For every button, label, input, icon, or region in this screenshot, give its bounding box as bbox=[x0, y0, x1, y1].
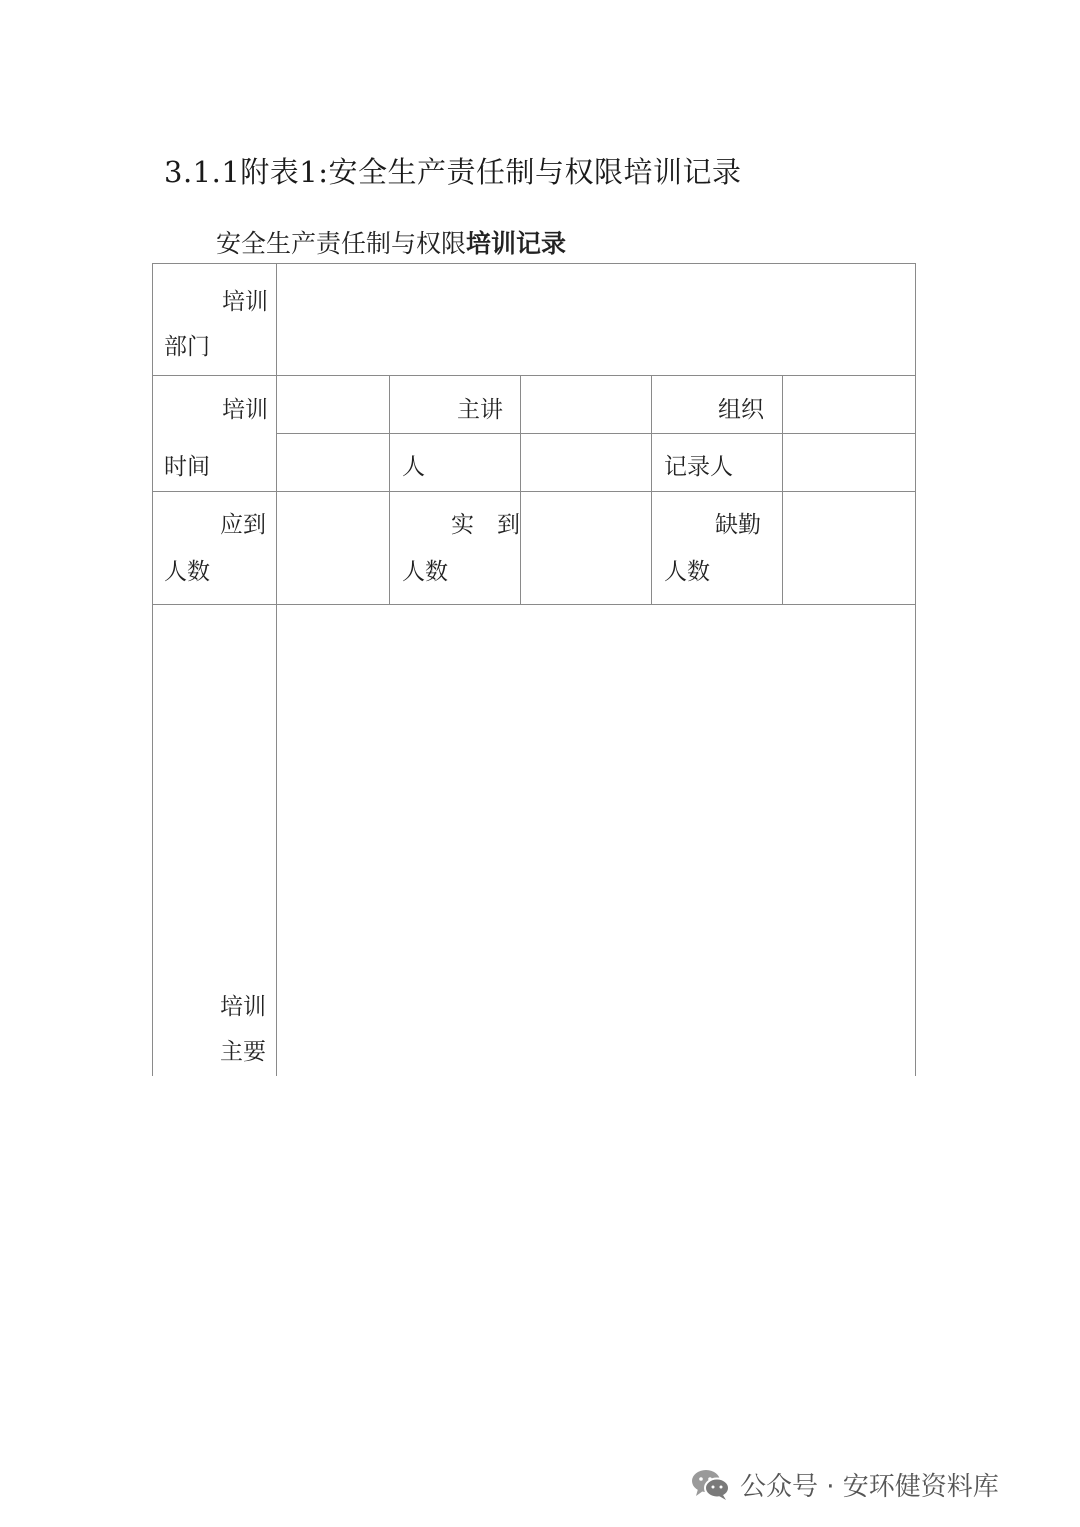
table-col-divider bbox=[782, 375, 783, 604]
label-actual-bottom: 人数 bbox=[402, 559, 448, 585]
label-training-time-bottom: 时间 bbox=[164, 454, 210, 480]
page-heading: 3.1.1附表1:安全生产责任制与权限培训记录 bbox=[164, 155, 742, 189]
label-recorder-bottom: 记录人 bbox=[664, 454, 733, 480]
watermark bbox=[690, 1462, 999, 1506]
table-border-right bbox=[915, 263, 916, 1076]
form-title bbox=[216, 224, 566, 260]
watermark-text: 公众号 · 安环健资料库 bbox=[740, 1471, 999, 1502]
wechat-icon bbox=[690, 1467, 732, 1501]
label-training-content-top: 培训 bbox=[220, 994, 266, 1020]
table-row-divider bbox=[276, 433, 916, 434]
label-recorder-top: 组织 bbox=[718, 397, 764, 423]
label-training-dept-top: 培训 bbox=[222, 289, 268, 315]
label-training-time-top: 培训 bbox=[222, 397, 268, 423]
training-record-table bbox=[152, 263, 916, 1076]
form-title-bold: 培训记录 bbox=[466, 229, 567, 258]
table-row-divider bbox=[152, 375, 916, 376]
label-actual-top: 实 到 bbox=[451, 512, 520, 538]
label-lecturer-bottom: 人 bbox=[402, 454, 425, 480]
label-expected-top: 应到 bbox=[220, 512, 266, 538]
label-training-content-bottom: 主要 bbox=[220, 1039, 266, 1065]
table-row-divider bbox=[152, 491, 916, 492]
table-col-divider bbox=[389, 375, 390, 604]
form-title-normal: 安全生产责任制与权限 bbox=[216, 229, 467, 258]
label-absent-bottom: 人数 bbox=[664, 559, 710, 585]
table-row-divider bbox=[152, 604, 916, 605]
table-col-divider bbox=[520, 375, 521, 604]
label-absent-top: 缺勤 bbox=[715, 512, 761, 538]
label-lecturer-top: 主讲 bbox=[457, 397, 503, 423]
label-training-dept-bottom: 部门 bbox=[164, 334, 210, 360]
label-expected-bottom: 人数 bbox=[164, 559, 210, 585]
training-dept-value[interactable] bbox=[288, 293, 898, 339]
table-border-left bbox=[152, 263, 153, 1076]
table-col-divider bbox=[651, 375, 652, 604]
table-border-top bbox=[152, 263, 916, 264]
table-col-divider bbox=[276, 263, 277, 1076]
